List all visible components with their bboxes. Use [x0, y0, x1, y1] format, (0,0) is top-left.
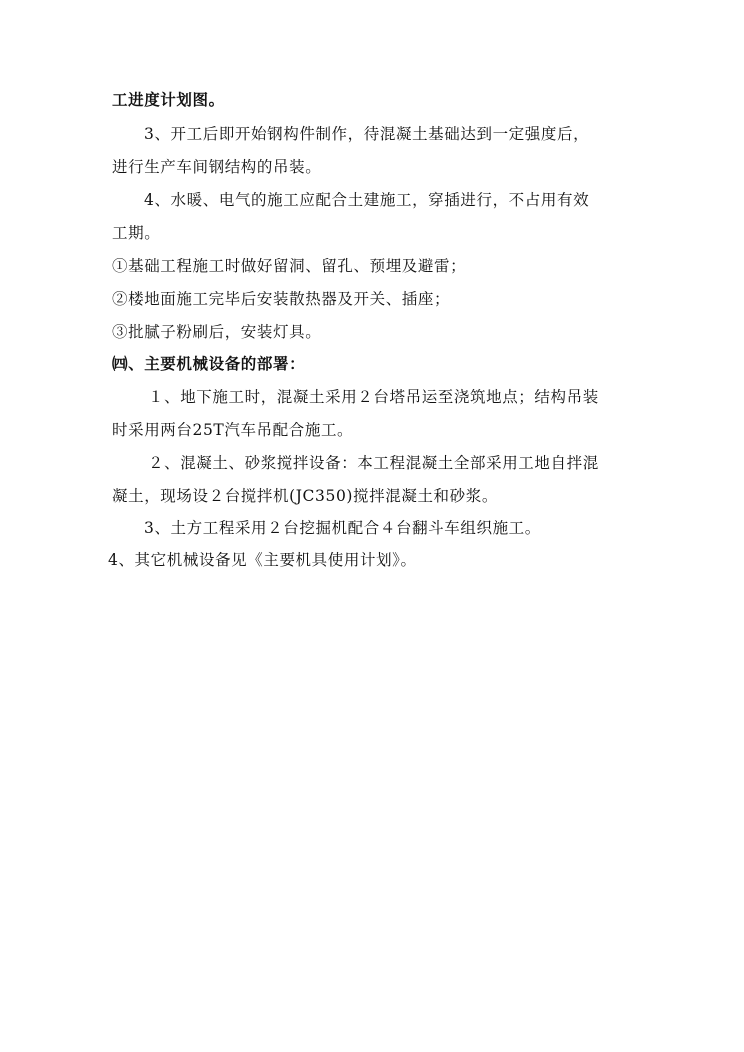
- text-line-schedule: 工期。: [112, 224, 161, 242]
- text-line-earthwork: 3、土方工程采用２台挖掘机配合４台翻斗车组织施工。: [144, 519, 541, 537]
- text-line-schedule-end: 工进度计划图。: [112, 91, 225, 109]
- text-line-underground: １、地下施工时，混凝土采用２台塔吊运至浇筑地点；结构吊装: [148, 388, 599, 406]
- section-heading-machinery: ㈣、主要机械设备的部署：: [112, 355, 306, 373]
- text-line-mixing-equipment: ２、混凝土、砂浆搅拌设备：本工程混凝土全部采用工地自拌混: [148, 454, 599, 472]
- text-line-steel-erection: 进行生产车间钢结构的吊装。: [112, 158, 322, 176]
- text-line-mixers: 凝土，现场设２台搅拌机(JC350)搅拌混凝土和砂浆。: [112, 487, 498, 505]
- text-line-mep-coordination: 4、水暖、电气的施工应配合土建施工，穿插进行，不占用有效: [144, 191, 590, 209]
- text-line-other-equipment: 4、其它机械设备见《主要机具使用计划》。: [108, 551, 417, 569]
- text-line-steel-fabrication: 3、开工后即开始钢构件制作，待混凝土基础达到一定强度后，: [144, 125, 590, 143]
- text-line-crane: 时采用两台25T汽车吊配合施工。: [112, 421, 354, 439]
- list-item-foundation: ①基础工程施工时做好留洞、留孔、预埋及避雷；: [112, 257, 467, 275]
- list-item-putty: ③批腻子粉刷后，安装灯具。: [112, 323, 322, 341]
- list-item-floor: ②楼地面施工完毕后安装散热器及开关、插座；: [112, 290, 451, 308]
